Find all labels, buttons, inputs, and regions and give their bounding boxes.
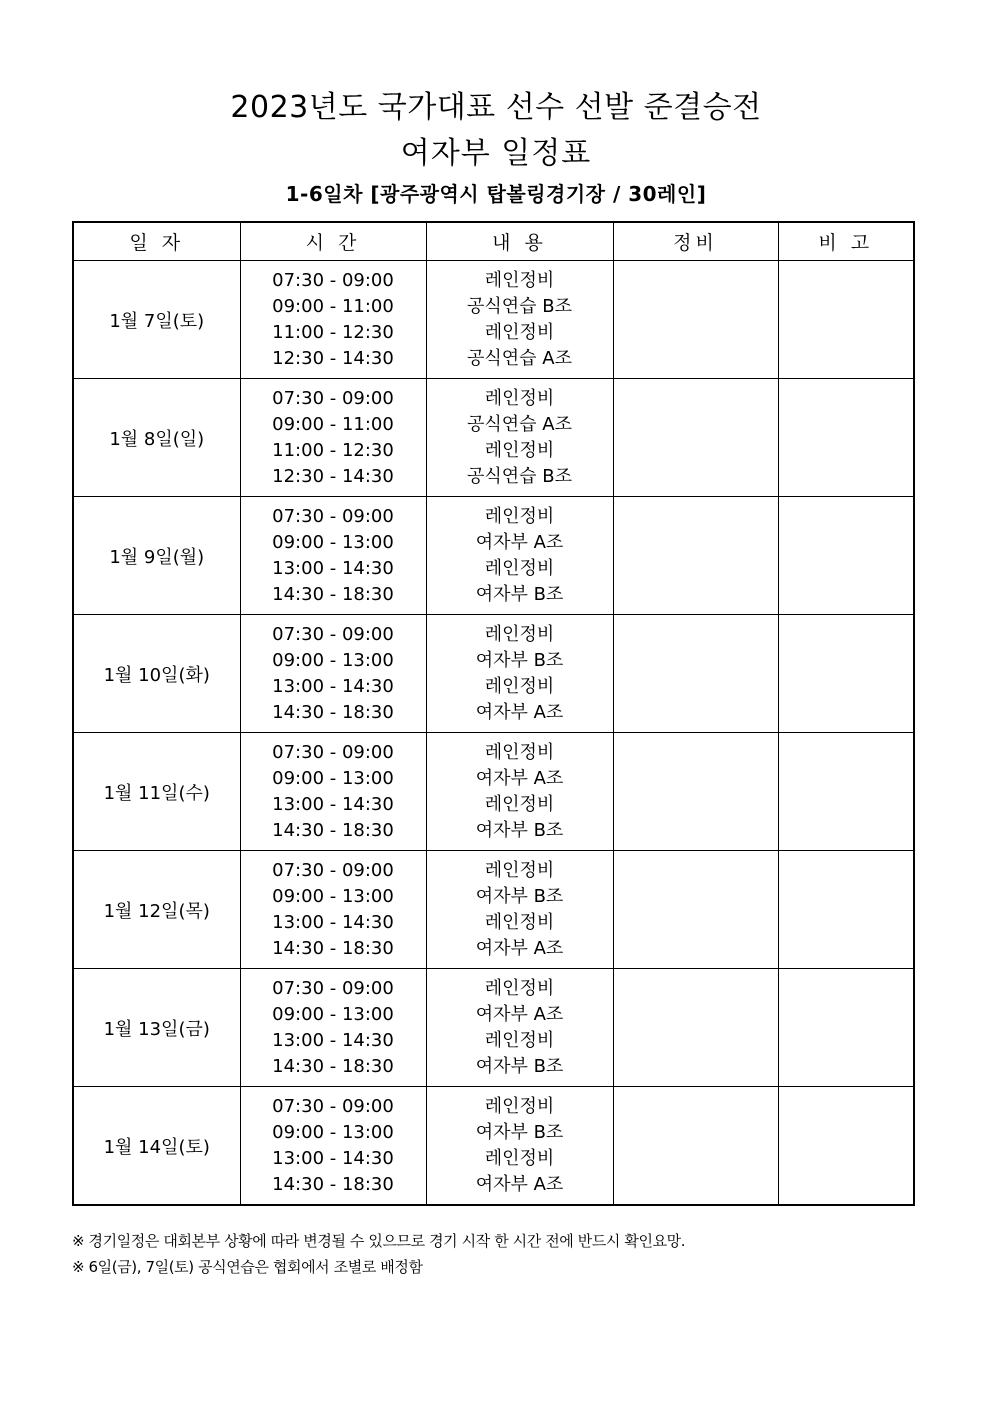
content-item: 레인정비 — [484, 505, 555, 527]
content-cell — [426, 851, 613, 969]
time-slot: 07:30 - 09:00 — [272, 623, 394, 645]
content-item: 레인정비 — [484, 269, 555, 291]
content-item: 레인정비 — [484, 741, 555, 763]
date-cell: 1월 14일(토) — [73, 1087, 240, 1206]
content-item: 레인정비 — [484, 977, 555, 999]
content-item: 공식연습 A조 — [467, 413, 572, 435]
maintenance-cell — [613, 969, 778, 1087]
time-cell — [240, 733, 426, 851]
time-slot: 12:30 - 14:30 — [272, 347, 394, 369]
content-cell — [426, 615, 613, 733]
maintenance-cell — [613, 733, 778, 851]
content-item: 레인정비 — [484, 1029, 555, 1051]
content-item: 레인정비 — [484, 675, 555, 697]
content-item: 여자부 A조 — [475, 531, 564, 553]
time-slot: 07:30 - 09:00 — [272, 269, 394, 291]
time-slot: 14:30 - 18:30 — [272, 819, 394, 841]
time-slot: 13:00 - 14:30 — [272, 793, 394, 815]
header-maintenance: 정비 — [613, 222, 778, 261]
time-slot: 09:00 - 11:00 — [272, 295, 394, 317]
table-row — [73, 497, 914, 615]
maintenance-cell — [613, 851, 778, 969]
time-slot: 14:30 - 18:30 — [272, 1173, 394, 1195]
content-item: 여자부 A조 — [475, 701, 564, 723]
time-slot: 07:30 - 09:00 — [272, 1095, 394, 1117]
table-row — [73, 1087, 914, 1206]
time-slot: 07:30 - 09:00 — [272, 505, 394, 527]
content-item: 레인정비 — [484, 387, 555, 409]
table-row — [73, 733, 914, 851]
content-item: 여자부 A조 — [475, 1173, 564, 1195]
time-cell — [240, 615, 426, 733]
time-slot: 09:00 - 13:00 — [272, 767, 394, 789]
maintenance-cell — [613, 1087, 778, 1206]
venue-info: 1-6일차 [광주광역시 탑볼링경기장 / 30레인] — [285, 182, 707, 206]
content-item: 여자부 B조 — [475, 583, 564, 605]
time-slot: 14:30 - 18:30 — [272, 701, 394, 723]
time-slot: 07:30 - 09:00 — [272, 977, 394, 999]
date-cell: 1월 7일(토) — [73, 261, 240, 379]
header-time: 시 간 — [240, 222, 426, 261]
date-cell: 1월 13일(금) — [73, 969, 240, 1087]
date-cell: 1월 12일(목) — [73, 851, 240, 969]
content-cell — [426, 497, 613, 615]
content-cell — [426, 969, 613, 1087]
time-cell — [240, 851, 426, 969]
content-item: 여자부 A조 — [475, 767, 564, 789]
page-subtitle: 여자부 일정표 — [400, 136, 592, 171]
remarks-cell — [778, 733, 914, 851]
time-slot: 09:00 - 13:00 — [272, 649, 394, 671]
table-row — [73, 969, 914, 1087]
content-item: 레인정비 — [484, 859, 555, 881]
time-cell — [240, 261, 426, 379]
header-row — [73, 222, 914, 261]
time-slot: 13:00 - 14:30 — [272, 911, 394, 933]
remarks-cell — [778, 969, 914, 1087]
content-item: 레인정비 — [484, 439, 555, 461]
remarks-cell — [778, 851, 914, 969]
content-cell — [426, 261, 613, 379]
page-title: 2023년도 국가대표 선수 선발 준결승전 — [230, 90, 762, 125]
note-item: ※ 경기일정은 대회본부 상황에 따라 변경될 수 있으므로 경기 시작 한 시간 전에 반드시 확인요망. — [72, 1232, 686, 1250]
time-slot: 14:30 - 18:30 — [272, 583, 394, 605]
content-item: 여자부 B조 — [475, 649, 564, 671]
table-row — [73, 615, 914, 733]
time-slot: 13:00 - 14:30 — [272, 1029, 394, 1051]
time-cell — [240, 1087, 426, 1206]
maintenance-cell — [613, 497, 778, 615]
content-item: 레인정비 — [484, 1147, 555, 1169]
remarks-cell — [778, 261, 914, 379]
time-slot: 07:30 - 09:00 — [272, 859, 394, 881]
content-item: 레인정비 — [484, 557, 555, 579]
time-slot: 11:00 - 12:30 — [272, 439, 394, 461]
content-item: 공식연습 B조 — [466, 295, 572, 317]
content-item: 레인정비 — [484, 793, 555, 815]
content-item: 공식연습 B조 — [466, 465, 572, 487]
maintenance-cell — [613, 379, 778, 497]
content-item: 공식연습 A조 — [467, 347, 572, 369]
time-slot: 12:30 - 14:30 — [272, 465, 394, 487]
header-date: 일 자 — [73, 222, 240, 261]
remarks-cell — [778, 497, 914, 615]
note-item: ※ 6일(금), 7일(토) 공식연습은 협회에서 조별로 배정함 — [72, 1258, 423, 1276]
time-cell — [240, 379, 426, 497]
time-slot: 09:00 - 13:00 — [272, 885, 394, 907]
table-row — [73, 851, 914, 969]
time-slot: 09:00 - 13:00 — [272, 531, 394, 553]
time-slot: 14:30 - 18:30 — [272, 1055, 394, 1077]
time-slot: 13:00 - 14:30 — [272, 675, 394, 697]
content-item: 여자부 B조 — [475, 1055, 564, 1077]
date-cell: 1월 9일(월) — [73, 497, 240, 615]
time-slot: 14:30 - 18:30 — [272, 937, 394, 959]
remarks-cell — [778, 1087, 914, 1206]
time-cell — [240, 969, 426, 1087]
content-item: 여자부 A조 — [475, 937, 564, 959]
content-item: 레인정비 — [484, 623, 555, 645]
remarks-cell — [778, 615, 914, 733]
table-row — [73, 261, 914, 379]
remarks-cell — [778, 379, 914, 497]
time-slot: 13:00 - 14:30 — [272, 1147, 394, 1169]
time-slot: 09:00 - 13:00 — [272, 1121, 394, 1143]
notes — [72, 1228, 932, 1280]
date-cell: 1월 11일(수) — [73, 733, 240, 851]
content-item: 여자부 B조 — [475, 885, 564, 907]
maintenance-cell — [613, 261, 778, 379]
time-slot: 13:00 - 14:30 — [272, 557, 394, 579]
time-cell — [240, 497, 426, 615]
time-slot: 09:00 - 13:00 — [272, 1003, 394, 1025]
content-item: 레인정비 — [484, 321, 555, 343]
maintenance-cell — [613, 615, 778, 733]
time-slot: 07:30 - 09:00 — [272, 741, 394, 763]
content-item: 여자부 B조 — [475, 819, 564, 841]
content-item: 레인정비 — [484, 1095, 555, 1117]
content-item: 여자부 A조 — [475, 1003, 564, 1025]
time-slot: 11:00 - 12:30 — [272, 321, 394, 343]
table-row — [73, 379, 914, 497]
header-content: 내 용 — [426, 222, 613, 261]
schedule-table — [72, 221, 915, 1206]
content-cell — [426, 1087, 613, 1206]
content-item: 여자부 B조 — [475, 1121, 564, 1143]
date-cell: 1월 10일(화) — [73, 615, 240, 733]
date-cell: 1월 8일(일) — [73, 379, 240, 497]
header-remarks: 비 고 — [778, 222, 914, 261]
schedule-body — [73, 261, 914, 1206]
content-cell — [426, 733, 613, 851]
time-slot: 07:30 - 09:00 — [272, 387, 394, 409]
content-item: 레인정비 — [484, 911, 555, 933]
time-slot: 09:00 - 11:00 — [272, 413, 394, 435]
content-cell — [426, 379, 613, 497]
